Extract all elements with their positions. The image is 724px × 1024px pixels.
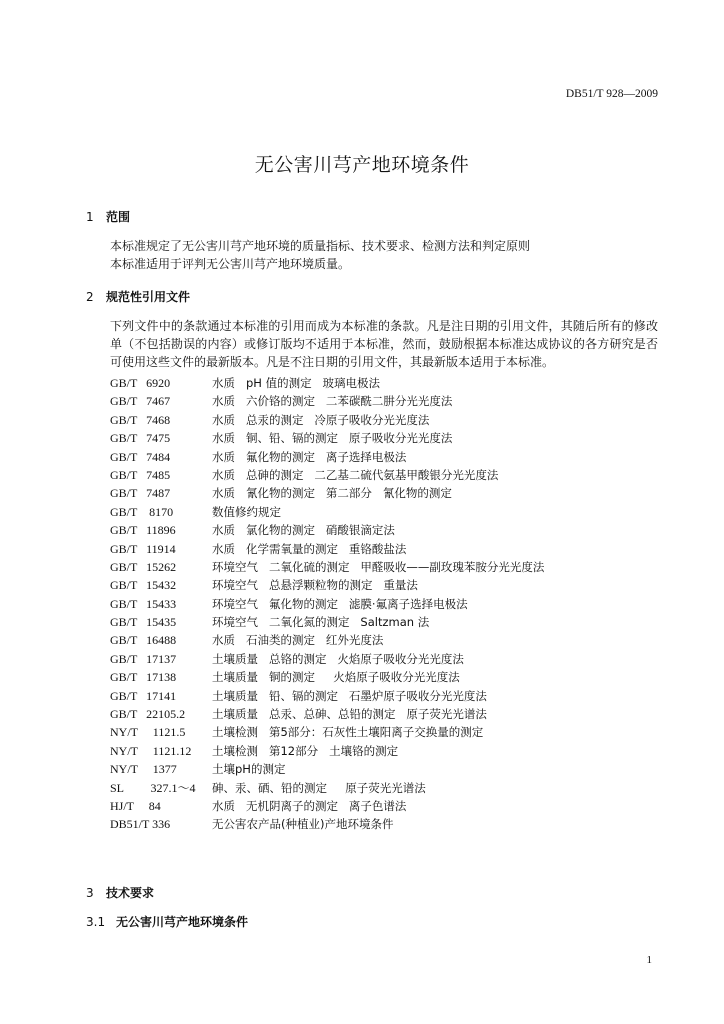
reference-item <box>110 540 670 558</box>
reference-item <box>110 723 670 741</box>
reference-item <box>110 815 670 833</box>
reference-title: 数值修约规定 <box>212 504 281 519</box>
reference-item <box>110 668 670 686</box>
reference-code: GB/T 17141 <box>110 688 177 703</box>
reference-code: GB/T 15432 <box>110 578 177 593</box>
reference-title: 环境空气 氟化物的测定 滤膜·氟离子选择电极法 <box>212 596 468 611</box>
reference-title: 土壤质量 铅、镉的测定 石墨炉原子吸收分光光度法 <box>212 688 487 703</box>
scope-paragraph-2: 本标准适用于评判无公害川芎产地环境质量。 <box>110 257 351 271</box>
reference-title: 水质 无机阴离子的测定 离子色谱法 <box>212 798 407 813</box>
reference-item <box>110 411 670 429</box>
standard-number: DB51/T 928—2009 <box>565 88 658 100</box>
reference-item <box>110 650 670 668</box>
reference-list <box>110 374 670 834</box>
reference-code: NY/T 1121.12 <box>110 743 192 758</box>
reference-item <box>110 576 670 594</box>
reference-item <box>110 374 670 392</box>
reference-title: 土壤pH的测定 <box>212 762 286 777</box>
reference-code: GB/T 7487 <box>110 486 171 501</box>
reference-title: 土壤质量 总汞、总砷、总铅的测定 原子荧光光谱法 <box>212 707 487 722</box>
section-1-heading <box>86 208 130 225</box>
reference-item <box>110 687 670 705</box>
reference-title: 土壤质量 总铬的测定 火焰原子吸收分光光度法 <box>212 651 464 666</box>
reference-item <box>110 797 670 815</box>
reference-item <box>110 484 670 502</box>
reference-item <box>110 503 670 521</box>
reference-item <box>110 595 670 613</box>
section-2-number: 2 <box>86 290 94 304</box>
reference-title: 水质 六价铬的测定 二苯碳酰二肼分光光度法 <box>212 394 453 409</box>
reference-title: 水质 铜、铅、镉的测定 原子吸收分光光度法 <box>212 431 453 446</box>
reference-title: 土壤质量 铜的测定 火焰原子吸收分光光度法 <box>212 670 460 685</box>
reference-code: NY/T 1377 <box>110 762 177 777</box>
page-number: 1 <box>646 954 652 966</box>
reference-code: GB/T 8170 <box>110 504 174 519</box>
reference-code: GB/T 17138 <box>110 670 177 685</box>
reference-code: NY/T 1121.5 <box>110 725 186 740</box>
reference-code: GB/T 6920 <box>110 376 171 390</box>
reference-code: GB/T 15262 <box>110 559 177 574</box>
reference-code: GB/T 11896 <box>110 523 176 538</box>
reference-code: SL 327.1～4 <box>110 780 196 795</box>
reference-code: GB/T 17137 <box>110 651 177 666</box>
reference-item <box>110 631 670 649</box>
reference-item <box>110 742 670 760</box>
reference-item <box>110 448 670 466</box>
reference-title: 无公害农产品(种植业)产地环境条件 <box>212 817 394 832</box>
reference-title: 水质 总汞的测定 冷原子吸收分光光度法 <box>212 412 430 427</box>
section-3-1-number: 3.1 <box>86 915 106 929</box>
section-3-number: 3 <box>86 886 94 900</box>
document-title: 无公害川芎产地环境条件 <box>254 154 470 176</box>
reference-item <box>110 521 670 539</box>
reference-title: 土壤检测 第5部分：石灰性土壤阳离子交换量的测定 <box>212 725 484 740</box>
reference-code: GB/T 22105.2 <box>110 707 186 722</box>
reference-code: GB/T 11914 <box>110 541 176 556</box>
reference-title: 环境空气 二氧化氮的测定 Saltzman 法 <box>212 615 430 630</box>
reference-code: HJ/T 84 <box>110 798 161 813</box>
section-3-title: 技术要求 <box>106 886 155 900</box>
reference-item <box>110 613 670 631</box>
normative-references-intro: 下列文件中的条款通过本标准的引用而成为本标准的条款。凡是注日期的引用文件，其随后所有的修改单（不包括勘误的内容）或修订版均不适用于本标准，然而，鼓励根据本标准达成协议的各方研究是否可使用这些文件的最新版本。凡是不注日期的引用文件，其最新版本适用于本标准。 <box>110 319 658 369</box>
section-1-title: 范围 <box>106 210 131 224</box>
section-1-number: 1 <box>86 210 94 224</box>
section-1-body <box>110 237 658 273</box>
reference-title: 水质 总砷的测定 二乙基二硫代氨基甲酸银分光光度法 <box>212 467 499 482</box>
reference-code: GB/T 16488 <box>110 633 177 648</box>
reference-item <box>110 466 670 484</box>
reference-title: 水质 pH 值的测定 玻璃电极法 <box>212 376 381 390</box>
section-2-title: 规范性引用文件 <box>106 290 191 304</box>
reference-code: GB/T 7468 <box>110 412 171 427</box>
section-3-1-heading <box>86 913 248 930</box>
reference-title: 水质 石油类的测定 红外光度法 <box>212 633 384 648</box>
scope-paragraph-1: 本标准规定了无公害川芎产地环境的质量指标、技术要求、检测方法和判定原则 <box>110 239 531 253</box>
reference-code: GB/T 15435 <box>110 615 177 630</box>
reference-code: GB/T 7467 <box>110 394 171 409</box>
reference-title: 水质 氰化物的测定 第二部分 氰化物的测定 <box>212 486 452 501</box>
reference-item <box>110 760 670 778</box>
reference-title: 水质 氯化物的测定 硝酸银滴定法 <box>212 523 395 538</box>
reference-item <box>110 705 670 723</box>
section-2-body <box>110 317 658 371</box>
reference-title: 土壤检测 第12部分 土壤铬的测定 <box>212 743 399 758</box>
reference-code: GB/T 7475 <box>110 431 171 446</box>
reference-item <box>110 429 670 447</box>
reference-title: 砷、汞、硒、铅的测定 原子荧光光谱法 <box>212 780 426 795</box>
reference-title: 环境空气 总悬浮颗粒物的测定 重量法 <box>212 578 418 593</box>
reference-item <box>110 392 670 410</box>
section-3-heading <box>86 884 154 901</box>
reference-code: GB/T 15433 <box>110 596 177 611</box>
reference-title: 环境空气 二氧化硫的测定 甲醛吸收——副玫瑰苯胺分光光度法 <box>212 559 545 574</box>
section-3-1-title: 无公害川芎产地环境条件 <box>116 915 249 929</box>
reference-code: DB51/T 336 <box>110 817 171 832</box>
reference-item <box>110 779 670 797</box>
reference-code: GB/T 7484 <box>110 449 171 464</box>
reference-item <box>110 558 670 576</box>
reference-title: 水质 氟化物的测定 离子选择电极法 <box>212 449 407 464</box>
reference-code: GB/T 7485 <box>110 467 171 482</box>
reference-title: 水质 化学需氧量的测定 重铬酸盐法 <box>212 541 407 556</box>
section-2-heading <box>86 288 190 305</box>
